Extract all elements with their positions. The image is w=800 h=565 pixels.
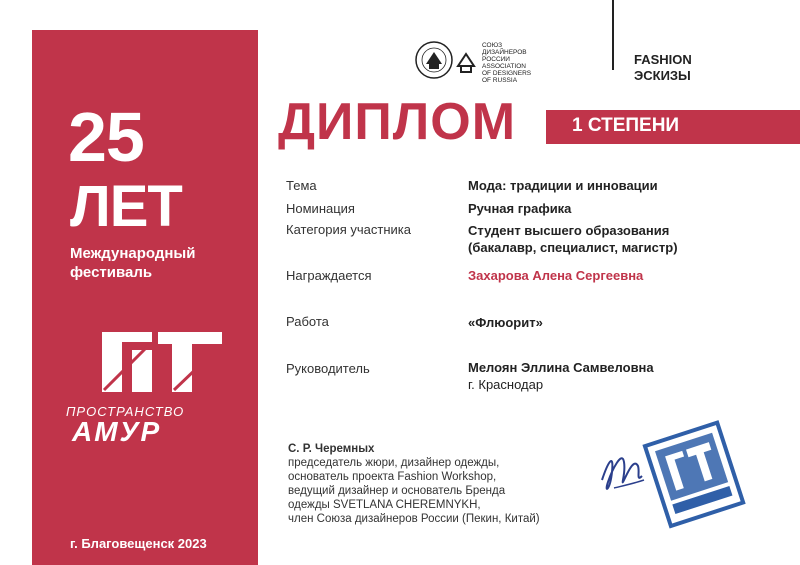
anniversary-number: 25 bbox=[68, 98, 144, 176]
union-line: СОЮЗ bbox=[482, 42, 503, 49]
festival-caption-line1: Международный bbox=[70, 245, 196, 262]
union-line: РОССИИ bbox=[482, 56, 510, 63]
festival-logo-icon bbox=[92, 322, 232, 402]
jury-signature-block bbox=[288, 442, 540, 526]
designers-union-label bbox=[482, 42, 531, 84]
theme-label: Тема bbox=[286, 178, 317, 193]
work-value: «Флюорит» bbox=[468, 315, 543, 330]
jury-line: председатель жюри, дизайнер одежды, bbox=[288, 457, 500, 469]
nomination-label: Номинация bbox=[286, 201, 355, 216]
diploma-title: ДИПЛОМ bbox=[278, 93, 517, 151]
category-label: Категория участника bbox=[286, 222, 411, 237]
header-divider bbox=[612, 0, 614, 70]
supervisor-label: Руководитель bbox=[286, 361, 370, 376]
jury-line: одежды SVETLANA CHEREMNYKH, bbox=[288, 499, 481, 511]
category-value-line2: (бакалавр, специалист, магистр) bbox=[468, 240, 678, 255]
union-line: ASSOCIATION bbox=[482, 63, 526, 70]
union-line: OF DESIGNERS bbox=[482, 70, 532, 77]
festival-panel bbox=[32, 30, 258, 565]
nomination-value: Ручная графика bbox=[468, 201, 572, 216]
festival-caption-line2: фестиваль bbox=[70, 264, 153, 281]
theme-value: Мода: традиции и инновации bbox=[468, 178, 658, 193]
category-value bbox=[468, 222, 678, 256]
section-title-line2: ЭСКИЗЫ bbox=[634, 68, 691, 83]
jury-line: основатель проекта Fashion Workshop, bbox=[288, 471, 497, 483]
logo-title: АМУР bbox=[72, 416, 162, 447]
union-line: OF RUSSIA bbox=[482, 77, 518, 84]
jury-line: ведущий дизайнер и основатель Бренда bbox=[288, 485, 506, 497]
section-title-line1: FASHION bbox=[634, 52, 692, 67]
supervisor-block bbox=[468, 359, 654, 393]
supervisor-city: г. Краснодар bbox=[468, 377, 544, 392]
work-label: Работа bbox=[286, 314, 329, 329]
degree-label: 1 СТЕПЕНИ bbox=[572, 115, 680, 136]
jury-name: С. Р. Черемных bbox=[288, 443, 375, 455]
union-line: ДИЗАЙНЕРОВ bbox=[482, 49, 527, 56]
logo-subtitle: ПРОСТРАНСТВО bbox=[66, 404, 185, 419]
anniversary-years: ЛЕТ bbox=[70, 174, 182, 239]
awarded-label: Награждается bbox=[286, 268, 372, 283]
university-logo-icon bbox=[414, 40, 480, 80]
jury-line: член Союза дизайнеров России (Пекин, Китай) bbox=[288, 513, 540, 525]
city-year: г. Благовещенск 2023 bbox=[70, 536, 207, 551]
category-value-line1: Студент высшего образования bbox=[468, 223, 670, 238]
section-title bbox=[634, 52, 692, 84]
festival-caption bbox=[70, 244, 195, 282]
stamp-icon bbox=[640, 410, 750, 538]
awarded-value: Захарова Алена Сергеевна bbox=[468, 268, 644, 283]
supervisor-value: Мелоян Эллина Самвеловна bbox=[468, 360, 654, 375]
